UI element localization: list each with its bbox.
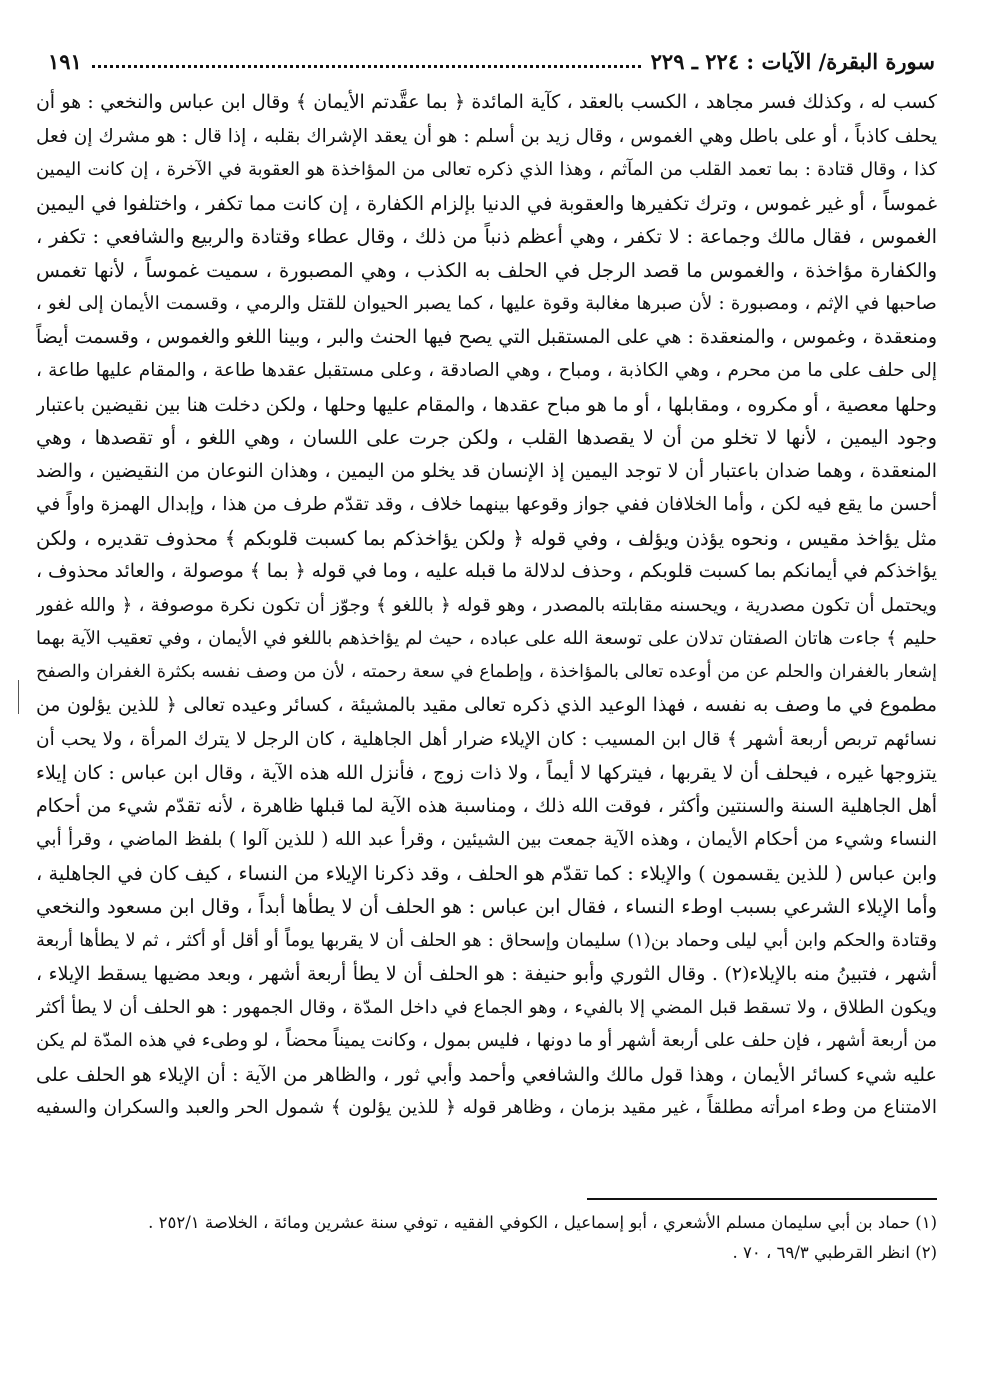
body-line: مثل يؤاخذ مقيس ، ونحوه يؤذن ويؤلف ، وفي قوله ﴿ ولكن يؤاخذكم بما كسبت قلوبكم ﴾ محذوف تقديره ، ولكن	[36, 526, 937, 550]
body-line: إشعار بالغفران والحلم عن من أوعده تعالى بالمؤاخذة ، وإطماع في سعة رحمته ، لأن من وصف نفسه بكثرة الغفران والصفح	[36, 661, 937, 682]
body-line: أحسن ما يقع فيه لكن ، وأما الخلافان ففي جواز وقوعها بينهما خلاف ، وقد تقدّم طرف من هذا ، وإبدال الهمزة واواً في	[36, 494, 937, 515]
body-text	[36, 86, 937, 1125]
body-line: نسائهم تربص أربعة أشهر ﴾ قال ابن المسيب : كان الإيلاء ضرار أهل الجاهلية ، كان الرجل لا يترك المرأة ، ولا يحب أن	[36, 728, 937, 750]
margin-mark	[18, 680, 19, 714]
body-line: حليم ﴾ جاءت هاتان الصفتان تدلان على توسعة الله على عباده ، حيث لم يؤاخذهم باللغو في الأيمان ، وفي تعقيب الآية بهما	[36, 628, 937, 649]
header-leader-dots	[92, 65, 641, 68]
body-line: إلى حلف على ما من محرم ، وهي الكاذبة ، ومباح ، وهي الصادقة ، وعلى مستقبل عقدها طاعة ، والمقام عليها طاعة ،	[36, 360, 937, 381]
body-line: صاحبها في الإثم ، ومصبورة : لأن صبرها مغالبة وقوة عليها ، كما يصبر الحيوان للقتل والرمي ، وقسمت الأيمان إلى لغو ،	[36, 293, 937, 314]
page-number: ١٩١	[48, 49, 82, 74]
footnotes	[46, 1208, 937, 1268]
body-line: أشهر ، فتبينُ منه بالإيلاء(٢) . وقال الثوري وأبو حنيفة : هو الحلف أن لا يطأ أربعة أشهر ، وبعد مضيها يسقط الإيلاء ،	[36, 962, 937, 985]
body-line: يتزوجها غيره ، فيحلف أن لا يقربها ، فيتركها لا أيماً ، ولا ذات زوج ، فأنزل الله هذه الآية ، وقال ابن عباس : كان إيلاء	[36, 761, 937, 784]
sura-title: سورة البقرة/ الآيات : ٢٢٤ ـ ٢٢٩	[650, 49, 935, 74]
body-line: الغموس ، فقال مالك وجماعة : لا تكفر ، وهي أعظم ذنباً من ذلك ، وقال عطاء وقتادة والربيع والشافعي : تكفر ،	[36, 225, 937, 248]
body-line: الامتناع من وطء امرأته مطلقاً ، غير مقيد بزمان ، وظاهر قوله ﴿ للذين يؤلون ﴾ شمول الحر والعبد والسكران والسفيه	[36, 1097, 937, 1118]
body-line: النساء وشيء من أحكام الأيمان ، وهذه الآية جمعت بين الشيئين ، وقرأ عبد الله ( للذين آلوا ) بلفظ الماضي ، وقرأ أبي	[36, 829, 937, 850]
body-line: وأما الإيلاء الشرعي بسبب اوطء النساء ، فقال ابن عباس : هو الحلف أن لا يطأها أبداً ، وقال ابن مسعود والنخعي	[36, 895, 937, 918]
body-line: وجود اليمين ، لأنها لا تخلو من أن لا يقصدها القلب ، ولكن جرت على اللسان ، وهي اللغو ، أو تقصدها ، وهي	[36, 426, 937, 449]
body-line: عليه شيء كسائر الأيمان ، وهذا قول مالك والشافعي وأحمد وأبي ثور ، والظاهر من الآية : أن الإيلاء هو الحلف على	[36, 1062, 937, 1086]
body-line: وابن عباس ( للذين يقسمون ) والإيلاء : كما تقدّم هو الحلف ، وقد ذكرنا الإيلاء من النساء ، كيف كان في الجاهلية ،	[36, 861, 937, 885]
body-line: ويحتمل أن تكون مصدرية ، ويحسنه مقابلته بالمصدر ، وهو قوله ﴿ باللغو ﴾ وجوّز أن تكون نكرة موصوفة ، ﴿ والله غفور	[36, 594, 937, 616]
body-line: يؤاخذكم في أيمانكم بما كسبت قلوبكم ، وحذف لدلالة ما قبله عليه ، وما في قوله ﴿ بما ﴾ موصولة ، والعائد محذوف ،	[36, 561, 937, 582]
body-line: أهل الجاهلية السنة والسنتين وأكثر ، فوقت الله ذلك ، ومناسبة هذه الآية لما قبلها ظاهرة ، لأنه تقدّم شيء من أحكام	[36, 795, 937, 817]
footnote-1: (١) حماد بن أبي سليمان مسلم الأشعري ، أبو إسماعيل ، الكوفي الفقيه ، توفي سنة عشرين ومائة ، الخلاصة ٢٥٢/١ .	[148, 1213, 937, 1232]
footnote-divider	[587, 1198, 937, 1200]
running-header	[48, 40, 935, 74]
body-line: ومنعقدة ، وغموس ، والمنعقدة : هي على المستقبل التي يصح فيها الحنث والبر ، وبينا اللغو والغموس ، وقسمت أيضاً	[36, 326, 937, 348]
body-line: كسب له ، وكذلك فسر مجاهد ، الكسب بالعقد ، كآية المائدة ﴿ بما عقَّدتم الأيمان ﴾ وقال ابن عباس والنخعي : هو أن	[36, 92, 937, 113]
body-line: والكفارة مؤاخذة ، والغموس ما قصد الرجل في الحلف به الكذب ، وهي المصبورة ، سميت غموساً ، لأنها تغمس	[36, 258, 937, 282]
body-line: يحلف كاذباً ، أو على باطل وهي الغموس ، وقال زيد بن أسلم : هو أن يعقد الإشراك بقلبه ، إذا قال : هو مشرك إن فعل	[36, 125, 937, 147]
body-line: وقتادة والحكم وابن أبي ليلى وحماد بن(١) سليمان وإسحاق : هو الحلف أن لا يقربها يوماً أو أقل أو أكثر ، ثم لا يطأها أربعة	[36, 929, 937, 951]
body-line: ويكون الطلاق ، ولا تسقط قبل المضي إلا بالفيء ، وهو الجماع في داخل المدّة ، وقال الجمهور : هو الحلف أن لا يطأ أكثر	[36, 996, 937, 1018]
footnote-2: (٢) انظر القرطبي ٦٩/٣ ، ٧٠ .	[732, 1243, 937, 1262]
body-line: وحلها معصية ، أو مكروه ، ومقابلها ، أو ما هو مباح عقدها ، والمقام عليها وحلها ، ولكن دخلت هنا بين نقيضين باعتبار	[36, 392, 937, 416]
body-line: غموساً ، أو غير غموس ، وترك تكفيرها والعقوبة في الدنيا بإلزام الكفارة ، إن كانت مما تكفر ، واختلفوا في اليمين	[36, 191, 937, 215]
body-line: من أربعة أشهر ، فإن حلف على أربعة أشهر أو ما دونها ، فليس بمول ، وكانت يميناً محضاً ، لو وطىء في هذه المدّة لم يكن	[36, 1030, 937, 1051]
body-line: كذا ، وقال قتادة : بما تعمد القلب من المآثم ، وهذا الذي ذكره تعالى من المؤاخذة هو العقوبة في الآخرة ، إن كانت اليمين	[36, 159, 937, 180]
body-line: مطموع في ما وصف به نفسه ، فهذا الوعيد الذي ذكره تعالى مقيد بالمشيئة ، كسائر وعيده تعالى ﴿ للذين يؤلون من	[36, 695, 937, 716]
body-line: المنعقدة ، وهما ضدان باعتبار أن لا توجد اليمين إذ الإنسان قد يخلو من اليمين ، وهذان النوعان من النقيضين ، والضد	[36, 460, 937, 482]
